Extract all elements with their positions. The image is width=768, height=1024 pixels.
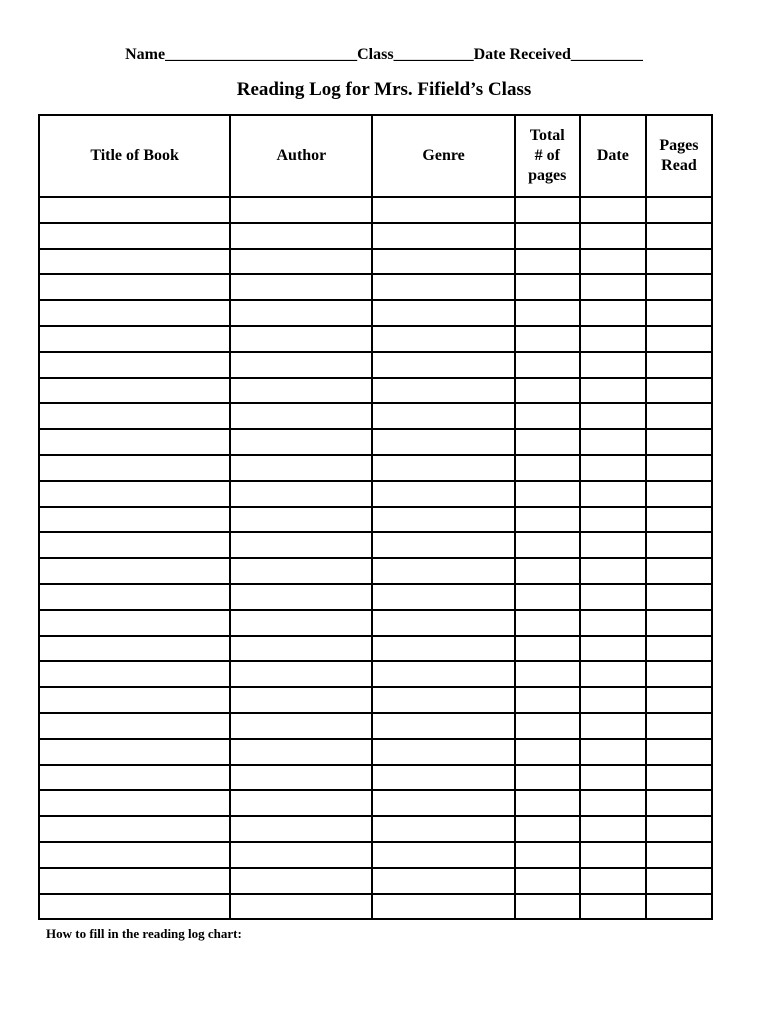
date-cell[interactable] — [580, 507, 646, 533]
title-cell[interactable] — [39, 558, 230, 584]
title-cell[interactable] — [39, 739, 230, 765]
title-cell[interactable] — [39, 249, 230, 275]
pages-read-cell[interactable] — [646, 249, 712, 275]
author-cell[interactable] — [230, 816, 372, 842]
pages-read-cell[interactable] — [646, 197, 712, 223]
author-cell[interactable] — [230, 507, 372, 533]
genre-cell[interactable] — [372, 610, 514, 636]
total-pages-cell[interactable] — [515, 352, 580, 378]
genre-cell[interactable] — [372, 197, 514, 223]
date-cell[interactable] — [580, 455, 646, 481]
table-row — [39, 352, 712, 378]
total-pages-cell[interactable] — [515, 610, 580, 636]
genre-cell[interactable] — [372, 790, 514, 816]
genre-cell[interactable] — [372, 403, 514, 429]
author-cell[interactable] — [230, 842, 372, 868]
genre-cell[interactable] — [372, 816, 514, 842]
title-cell[interactable] — [39, 842, 230, 868]
pages-read-cell[interactable] — [646, 636, 712, 662]
table-row — [39, 739, 712, 765]
author-cell[interactable] — [230, 326, 372, 352]
table-row — [39, 661, 712, 687]
table-row — [39, 636, 712, 662]
author-cell[interactable] — [230, 790, 372, 816]
title-cell[interactable] — [39, 274, 230, 300]
table-row — [39, 868, 712, 894]
author-cell[interactable] — [230, 610, 372, 636]
date-cell[interactable] — [580, 610, 646, 636]
pages-read-cell[interactable] — [646, 765, 712, 791]
table-row — [39, 326, 712, 352]
title-cell[interactable] — [39, 300, 230, 326]
date-cell[interactable] — [580, 765, 646, 791]
date-cell[interactable] — [580, 894, 646, 920]
title-cell[interactable] — [39, 532, 230, 558]
total-pages-cell[interactable] — [515, 713, 580, 739]
total-pages-cell[interactable] — [515, 790, 580, 816]
title-cell[interactable] — [39, 223, 230, 249]
total-pages-cell[interactable] — [515, 532, 580, 558]
total-pages-cell[interactable] — [515, 429, 580, 455]
date-cell[interactable] — [580, 249, 646, 275]
pages-read-cell[interactable] — [646, 558, 712, 584]
title-cell[interactable] — [39, 687, 230, 713]
author-cell[interactable] — [230, 636, 372, 662]
column-header-genre: Genre — [372, 115, 514, 197]
pages-read-cell[interactable] — [646, 584, 712, 610]
title-cell[interactable] — [39, 584, 230, 610]
pages-read-cell[interactable] — [646, 739, 712, 765]
date-cell[interactable] — [580, 403, 646, 429]
pages-read-cell[interactable] — [646, 429, 712, 455]
table-row — [39, 584, 712, 610]
genre-cell[interactable] — [372, 636, 514, 662]
pages-read-cell[interactable] — [646, 790, 712, 816]
title-cell[interactable] — [39, 790, 230, 816]
author-cell[interactable] — [230, 300, 372, 326]
total-pages-cell[interactable] — [515, 223, 580, 249]
table-row — [39, 765, 712, 791]
author-cell[interactable] — [230, 249, 372, 275]
date-cell[interactable] — [580, 378, 646, 404]
date-cell[interactable] — [580, 532, 646, 558]
pages-read-cell[interactable] — [646, 687, 712, 713]
table-row — [39, 249, 712, 275]
date-cell[interactable] — [580, 868, 646, 894]
table-row — [39, 403, 712, 429]
pages-read-cell[interactable] — [646, 326, 712, 352]
genre-cell[interactable] — [372, 274, 514, 300]
total-pages-cell[interactable] — [515, 584, 580, 610]
pages-read-cell[interactable] — [646, 842, 712, 868]
genre-cell[interactable] — [372, 687, 514, 713]
title-cell[interactable] — [39, 816, 230, 842]
pages-read-cell[interactable] — [646, 507, 712, 533]
genre-cell[interactable] — [372, 326, 514, 352]
pages-read-cell[interactable] — [646, 713, 712, 739]
table-row — [39, 713, 712, 739]
author-cell[interactable] — [230, 687, 372, 713]
date-cell[interactable] — [580, 300, 646, 326]
total-pages-cell[interactable] — [515, 558, 580, 584]
genre-cell[interactable] — [372, 352, 514, 378]
total-pages-cell[interactable] — [515, 326, 580, 352]
date-cell[interactable] — [580, 661, 646, 687]
genre-cell[interactable] — [372, 249, 514, 275]
author-cell[interactable] — [230, 584, 372, 610]
table-row — [39, 790, 712, 816]
pages-read-cell[interactable] — [646, 378, 712, 404]
author-cell[interactable] — [230, 765, 372, 791]
page-title: Reading Log for Mrs. Fifield’s Class — [236, 79, 532, 100]
table-row — [39, 274, 712, 300]
total-pages-cell[interactable] — [515, 868, 580, 894]
total-pages-cell[interactable] — [515, 197, 580, 223]
title-cell[interactable] — [39, 868, 230, 894]
date-cell[interactable] — [580, 713, 646, 739]
genre-cell[interactable] — [372, 842, 514, 868]
title-cell[interactable] — [39, 378, 230, 404]
genre-cell[interactable] — [372, 300, 514, 326]
genre-cell[interactable] — [372, 894, 514, 920]
author-cell[interactable] — [230, 455, 372, 481]
total-pages-cell[interactable] — [515, 894, 580, 920]
author-cell[interactable] — [230, 894, 372, 920]
total-pages-cell[interactable] — [515, 765, 580, 791]
date-cell[interactable] — [580, 584, 646, 610]
author-cell[interactable] — [230, 403, 372, 429]
total-pages-cell[interactable] — [515, 274, 580, 300]
genre-cell[interactable] — [372, 532, 514, 558]
total-pages-cell[interactable] — [515, 816, 580, 842]
total-pages-cell[interactable] — [515, 378, 580, 404]
author-cell[interactable] — [230, 223, 372, 249]
date-cell[interactable] — [580, 558, 646, 584]
table-row — [39, 610, 712, 636]
genre-cell[interactable] — [372, 739, 514, 765]
total-pages-cell[interactable] — [515, 481, 580, 507]
column-header-total-pages-label: Total # of pages — [528, 127, 567, 184]
title-cell[interactable] — [39, 481, 230, 507]
total-pages-cell[interactable] — [515, 249, 580, 275]
pages-read-cell[interactable] — [646, 894, 712, 920]
pages-read-cell[interactable] — [646, 481, 712, 507]
title-cell[interactable] — [39, 197, 230, 223]
genre-cell[interactable] — [372, 223, 514, 249]
date-cell[interactable] — [580, 816, 646, 842]
pages-read-cell[interactable] — [646, 661, 712, 687]
date-cell[interactable] — [580, 636, 646, 662]
genre-cell[interactable] — [372, 558, 514, 584]
column-header-author: Author — [230, 115, 372, 197]
genre-cell[interactable] — [372, 507, 514, 533]
total-pages-cell[interactable] — [515, 636, 580, 662]
total-pages-cell[interactable] — [515, 455, 580, 481]
date-cell[interactable] — [580, 429, 646, 455]
title-cell[interactable] — [39, 507, 230, 533]
date-cell[interactable] — [580, 481, 646, 507]
title-cell[interactable] — [39, 326, 230, 352]
pages-read-cell[interactable] — [646, 274, 712, 300]
pages-read-cell[interactable] — [646, 300, 712, 326]
pages-read-cell[interactable] — [646, 455, 712, 481]
date-cell[interactable] — [580, 352, 646, 378]
table-row — [39, 687, 712, 713]
author-cell[interactable] — [230, 481, 372, 507]
title-cell[interactable] — [39, 429, 230, 455]
pages-read-cell[interactable] — [646, 610, 712, 636]
date-cell[interactable] — [580, 223, 646, 249]
date-cell[interactable] — [580, 790, 646, 816]
table-row — [39, 455, 712, 481]
author-cell[interactable] — [230, 532, 372, 558]
date-cell[interactable] — [580, 326, 646, 352]
pages-read-cell[interactable] — [646, 816, 712, 842]
date-cell[interactable] — [580, 197, 646, 223]
table-row — [39, 816, 712, 842]
table-row — [39, 894, 712, 920]
reading-log-table — [38, 114, 713, 920]
genre-cell[interactable] — [372, 429, 514, 455]
table-row — [39, 481, 712, 507]
genre-cell[interactable] — [372, 584, 514, 610]
date-cell[interactable] — [580, 842, 646, 868]
table-row — [39, 532, 712, 558]
pages-read-cell[interactable] — [646, 403, 712, 429]
title-cell[interactable] — [39, 636, 230, 662]
author-cell[interactable] — [230, 197, 372, 223]
author-cell[interactable] — [230, 661, 372, 687]
column-header-date: Date — [580, 115, 646, 197]
pages-read-cell[interactable] — [646, 868, 712, 894]
author-cell[interactable] — [230, 713, 372, 739]
author-cell[interactable] — [230, 274, 372, 300]
genre-cell[interactable] — [372, 661, 514, 687]
genre-cell[interactable] — [372, 455, 514, 481]
total-pages-cell[interactable] — [515, 687, 580, 713]
date-cell[interactable] — [580, 274, 646, 300]
pages-read-cell[interactable] — [646, 352, 712, 378]
table-row — [39, 378, 712, 404]
total-pages-cell[interactable] — [515, 842, 580, 868]
total-pages-cell[interactable] — [515, 507, 580, 533]
table-row — [39, 842, 712, 868]
author-cell[interactable] — [230, 739, 372, 765]
title-cell[interactable] — [39, 352, 230, 378]
table-row — [39, 223, 712, 249]
title-cell[interactable] — [39, 661, 230, 687]
table-row — [39, 300, 712, 326]
title-cell[interactable] — [39, 610, 230, 636]
genre-cell[interactable] — [372, 713, 514, 739]
table-row — [39, 558, 712, 584]
date-cell[interactable] — [580, 687, 646, 713]
table-row — [39, 429, 712, 455]
table-row — [39, 197, 712, 223]
title-cell[interactable] — [39, 894, 230, 920]
genre-cell[interactable] — [372, 765, 514, 791]
author-cell[interactable] — [230, 868, 372, 894]
column-header-title: Title of Book — [39, 115, 230, 197]
author-cell[interactable] — [230, 429, 372, 455]
reading-log-body — [39, 197, 712, 919]
pages-read-cell[interactable] — [646, 223, 712, 249]
genre-cell[interactable] — [372, 378, 514, 404]
title-cell[interactable] — [39, 403, 230, 429]
total-pages-cell[interactable] — [515, 661, 580, 687]
title-cell[interactable] — [39, 765, 230, 791]
name-class-date-line: Name________________________Class__________Date Received_________ — [125, 46, 643, 63]
total-pages-cell[interactable] — [515, 300, 580, 326]
column-header-pages-read-label: Pages Read — [659, 137, 699, 174]
author-cell[interactable] — [230, 558, 372, 584]
table-header-row — [39, 115, 712, 197]
author-cell[interactable] — [230, 378, 372, 404]
table-row — [39, 507, 712, 533]
instructions-heading: How to fill in the reading log chart: — [46, 926, 242, 941]
genre-cell[interactable] — [372, 481, 514, 507]
author-cell[interactable] — [230, 352, 372, 378]
column-header-pages-read — [646, 115, 712, 197]
total-pages-cell[interactable] — [515, 403, 580, 429]
date-cell[interactable] — [580, 739, 646, 765]
title-cell[interactable] — [39, 455, 230, 481]
genre-cell[interactable] — [372, 868, 514, 894]
pages-read-cell[interactable] — [646, 532, 712, 558]
title-cell[interactable] — [39, 713, 230, 739]
column-header-total-pages — [515, 115, 580, 197]
total-pages-cell[interactable] — [515, 739, 580, 765]
